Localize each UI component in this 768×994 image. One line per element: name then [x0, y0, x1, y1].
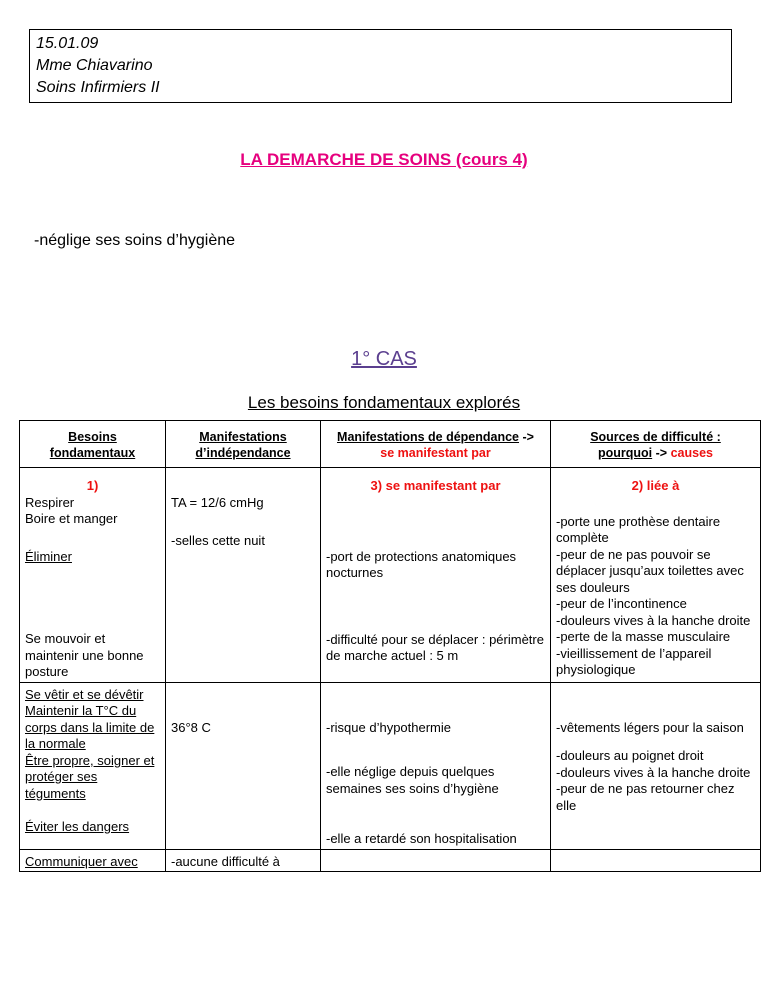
dep-hypothermie: -risque d’hypothermie	[326, 719, 452, 735]
dep-deplacer: -difficulté pour se déplacer : périmètre de marche actuel : 5 m	[326, 631, 544, 663]
dependence-cell	[321, 849, 551, 872]
need-boire: Boire et manger	[25, 511, 118, 526]
table-row	[20, 849, 761, 872]
header-dependence: Manifestations de dépendance -> se manifestant par	[321, 421, 551, 468]
needs-table	[19, 420, 761, 872]
need-temperature: Maintenir la T°C du corps dans la limite de la normale	[25, 703, 155, 751]
source-item: -porte une prothèse dentaire complète	[556, 513, 721, 545]
table-subtitle: Les besoins fondamentaux explorés	[247, 393, 521, 412]
header-date: 15.01.09	[36, 35, 99, 52]
needs-cell	[20, 468, 166, 683]
need-eliminer: Éliminer	[25, 548, 72, 564]
source-item: -peur de l’incontinence	[556, 596, 687, 611]
dep-protections: -port de protections anatomiques nocturnes	[326, 548, 517, 580]
value-ta: TA = 12/6 cmHg	[171, 495, 264, 510]
sources-cell	[551, 682, 761, 849]
need-respirer: Respirer	[25, 494, 75, 510]
header-independence: Manifestations d’indépendance	[166, 421, 321, 468]
dependence-cell	[321, 468, 551, 683]
independence-cell	[166, 468, 321, 683]
value-temperature: 36°8 C	[171, 719, 211, 735]
need-mouvoir: Se mouvoir et maintenir une bonne posture	[25, 631, 144, 679]
header-course: Soins Infirmiers II	[36, 79, 160, 96]
document-title: LA DEMARCHE DE SOINS (cours 4)	[240, 150, 528, 169]
dep-hygiene: -elle néglige depuis quelques semaines ses soins d’hygiène	[326, 764, 499, 796]
dep-hospitalisation: -elle a retardé son hospitalisation	[326, 831, 517, 846]
need-communiquer: Communiquer avec	[25, 853, 138, 869]
source-item: -perte de la masse musculaire	[556, 629, 731, 644]
source-item: -vieillissement de l’appareil physiologique	[556, 645, 712, 677]
header-needs: Besoins fondamentaux	[20, 421, 166, 468]
sources-cell	[551, 849, 761, 872]
source-item: -douleurs au poignet droit	[556, 748, 704, 763]
step-2-label: 2) liée à	[631, 478, 680, 493]
header-teacher: Mme Chiavarino	[36, 57, 153, 74]
independence-cell	[166, 849, 321, 872]
intro-line: -néglige ses soins d’hygiène	[34, 232, 236, 249]
step-3-label: 3) se manifestant par	[370, 478, 501, 493]
source-vetements: -vêtements légers pour la saison	[556, 719, 744, 735]
need-dangers: Éviter les dangers	[25, 819, 130, 834]
need-propre: Être propre, soigner et protéger ses téguments	[25, 752, 155, 801]
independence-cell	[166, 682, 321, 849]
header-sources: Sources de difficulté : pourquoi -> causes	[551, 421, 761, 468]
sources-cell	[551, 468, 761, 683]
source-item: -peur de ne pas pouvoir se déplacer jusqu’aux toilettes avec ses douleurs	[556, 546, 744, 595]
table-header-row	[20, 421, 761, 468]
table-row	[20, 468, 761, 683]
source-item: -douleurs vives à la hanche droite	[556, 612, 751, 628]
value-communication: -aucune difficulté à	[171, 853, 280, 869]
dependence-cell	[321, 682, 551, 849]
needs-cell	[20, 682, 166, 849]
table-row	[20, 682, 761, 849]
need-vetir: Se vêtir et se dévêtir	[25, 686, 144, 702]
header-box	[29, 29, 732, 103]
source-item: -peur de ne pas retourner chez elle	[556, 781, 735, 813]
source-item: -douleurs vives à la hanche droite	[556, 764, 751, 780]
case-title: 1° CAS	[351, 348, 417, 370]
step-1-label: 1)	[86, 478, 99, 493]
needs-cell	[20, 849, 166, 872]
value-selles: -selles cette nuit	[171, 532, 265, 548]
